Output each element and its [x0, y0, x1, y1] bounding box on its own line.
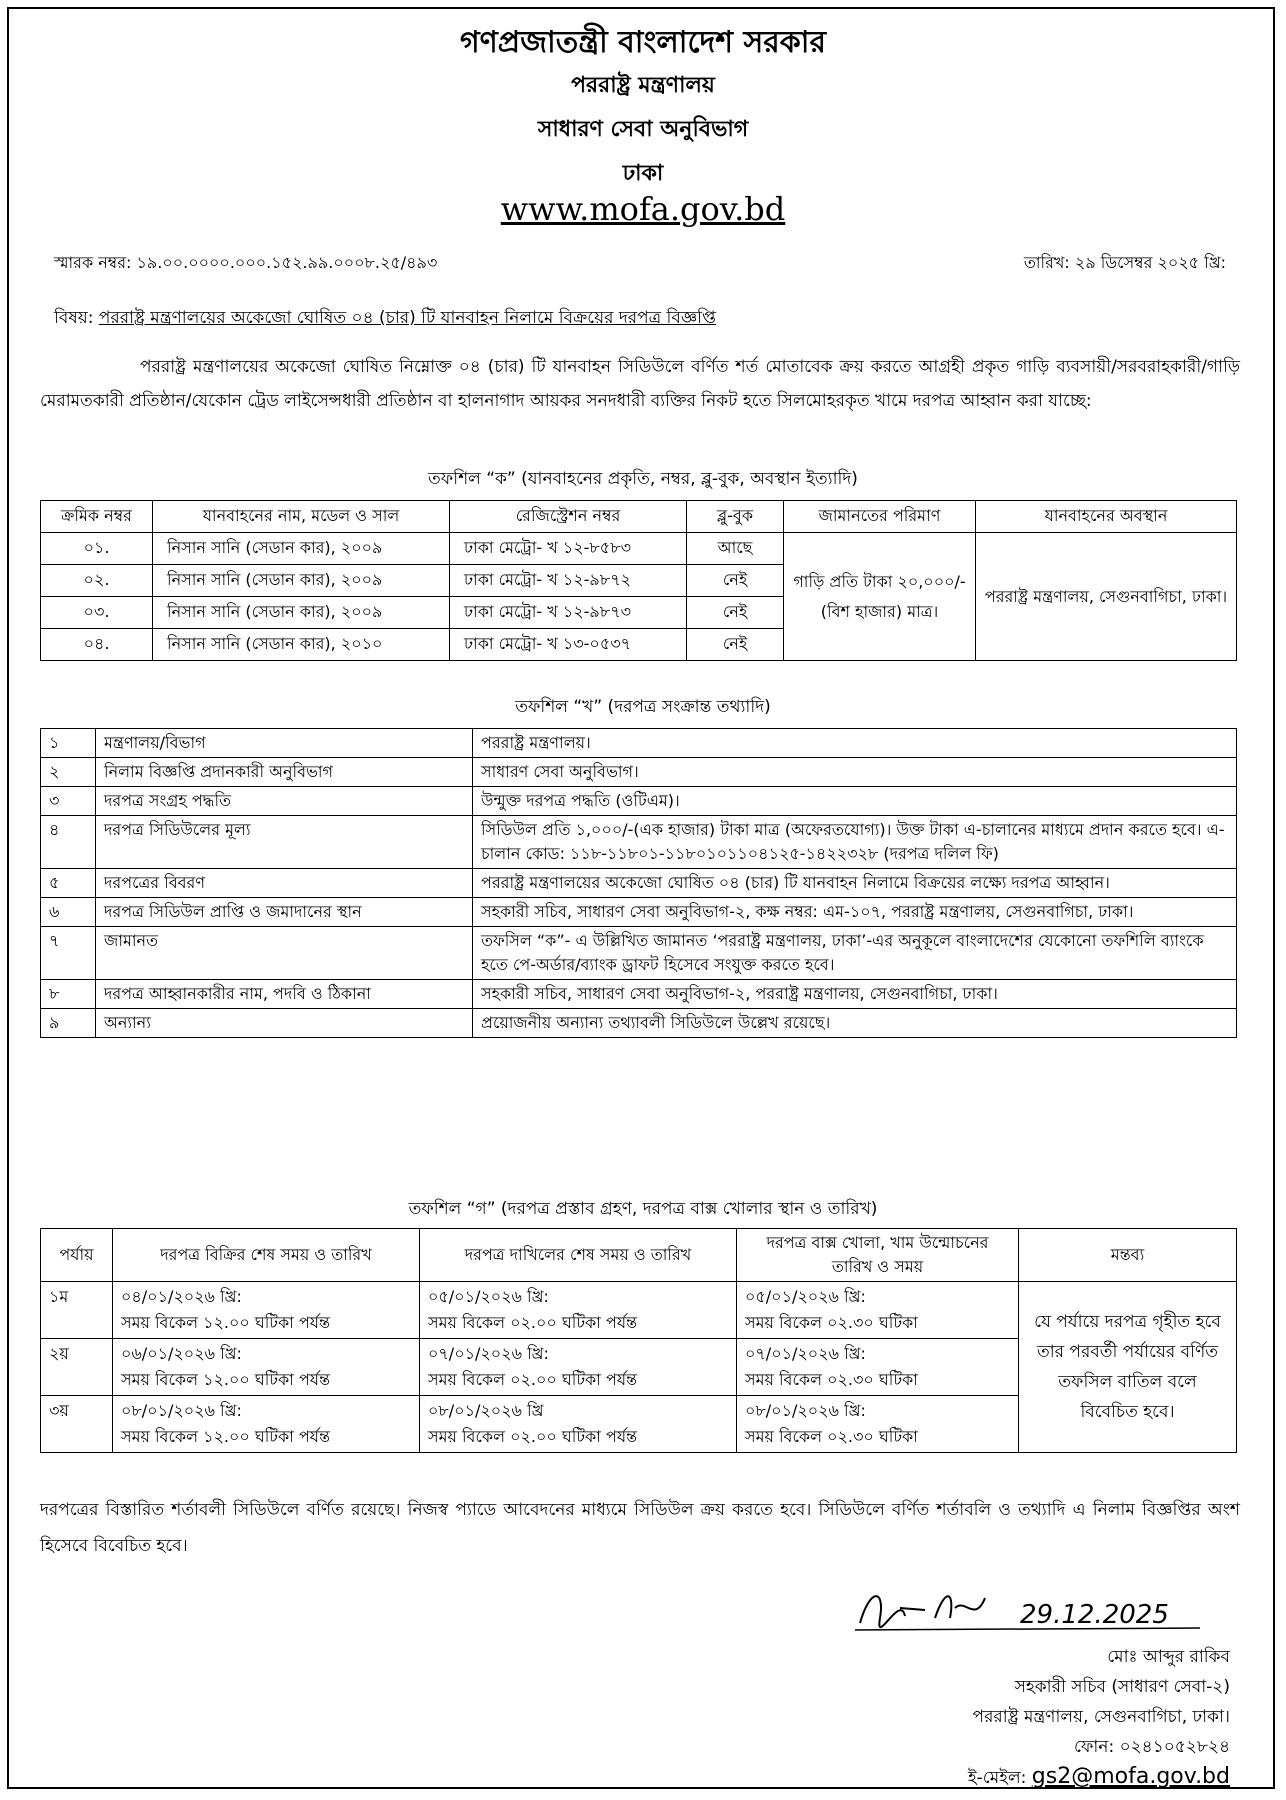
- date: ০৭/০১/২০২৬ খ্রি:: [428, 1344, 549, 1363]
- time: সময় বিকেল ০২.০০ ঘটিকা পর্যন্ত: [428, 1427, 638, 1446]
- item-value: তফসিল “ক”- এ উল্লিখিত জামানত ‘পররাষ্ট্র মন্ত্রণালয়, ঢাকা’-এর অনুকূলে বাংলাদেশের যেকোনো তফশিলি ব্যাংকে হতে পে-অর্ডার/ব্যাংক ড্রাফট হিসেবে সংযুক্ত করতে হবে।: [473, 927, 1237, 980]
- bluebook-cell: নেই: [687, 565, 784, 597]
- tender-info-table: [40, 728, 1237, 1038]
- phase-cell: ৩য়: [41, 1396, 113, 1453]
- col-header: দরপত্র বিক্রির শেষ সময় ও তারিখ: [113, 1229, 420, 1282]
- col-header: যানবাহনের অবস্থান: [976, 501, 1237, 533]
- division-title: সাধারণ সেবা অনুবিভাগ: [537, 117, 749, 142]
- item-label: দরপত্র আহ্বানকারীর নাম, পদবি ও ঠিকানা: [96, 980, 473, 1009]
- vehicle-table: [40, 500, 1237, 661]
- time: সময় বিকেল ১২.০০ ঘটিকা পর্যন্ত: [121, 1370, 331, 1389]
- phase-cell: ১ম: [41, 1282, 113, 1339]
- col-header: ক্রমিক নম্বর: [41, 501, 153, 533]
- item-number: ২: [41, 758, 96, 787]
- opening-cell: [737, 1282, 1019, 1339]
- col-header: জামানতের পরিমাণ: [784, 501, 976, 533]
- item-number: ৪: [41, 816, 96, 869]
- signer-email-row: [800, 1762, 1230, 1793]
- registration-cell: ঢাকা মেট্রো- খ ১২-৯৮৭৩: [450, 597, 687, 629]
- signer-name: মোঃ আব্দুর রাকিব: [1107, 1647, 1230, 1667]
- item-number: ৬: [41, 898, 96, 927]
- table-row: [41, 1009, 1237, 1038]
- vehicle-cell: নিসান সানি (সেডান কার), ২০১০: [153, 629, 450, 661]
- memo-number: স্মারক নম্বর: ১৯.০০.০০০০.০০০.১৫২.৯৯.০০০৮.২৫/৪৯৩: [54, 253, 438, 272]
- remark-cell: যে পর্যায়ে দরপত্র গৃহীত হবে তার পরবর্তী পর্যায়ের বর্ণিত তফসিল বাতিল বলে বিবেচিত হবে।: [1019, 1282, 1237, 1453]
- table-row: [41, 787, 1237, 816]
- item-number: ৮: [41, 980, 96, 1009]
- sale-deadline-cell: [113, 1282, 420, 1339]
- signer-designation: সহকারী সচিব (সাধারণ সেবা-২): [1014, 1677, 1230, 1697]
- table-row: [41, 729, 1237, 758]
- serial-cell: ০৪.: [41, 629, 153, 661]
- time: সময় বিকেল ০২.০০ ঘটিকা পর্যন্ত: [428, 1370, 638, 1389]
- email-link[interactable]: gs2@mofa.gov.bd: [1031, 1764, 1230, 1789]
- item-label: দরপত্র সংগ্রহ পদ্ধতি: [96, 787, 473, 816]
- item-label: জামানত: [96, 927, 473, 980]
- subject-label: বিষয়:: [54, 308, 94, 328]
- submit-deadline-cell: [420, 1282, 737, 1339]
- signature-date: 29.12.2025: [1020, 1600, 1169, 1630]
- date: ০৫/০১/২০২৬ খ্রি:: [428, 1287, 549, 1306]
- table-row: [41, 1282, 1237, 1339]
- item-number: ৯: [41, 1009, 96, 1038]
- phase-cell: ২য়: [41, 1339, 113, 1396]
- table-a-caption: তফশিল “ক” (যানবাহনের প্রকৃতি, নম্বর, ব্লু-বুক, অবস্থান ইত্যাদি): [428, 469, 858, 489]
- table-row: [41, 758, 1237, 787]
- date: ০৮/০১/২০২৬ খ্রি:: [745, 1401, 866, 1420]
- subject-text: পররাষ্ট্র মন্ত্রণালয়ের অকেজো ঘোষিত ০৪ (চার) টি যানবাহন নিলামে বিক্রয়ের দরপত্র বিজ্ঞপ্তি: [98, 308, 716, 328]
- item-label: নিলাম বিজ্ঞপ্তি প্রদানকারী অনুবিভাগ: [96, 758, 473, 787]
- table-row: [41, 533, 1237, 565]
- opening-cell: [737, 1396, 1019, 1453]
- table-b-caption: তফশিল “খ” (দরপত্র সংক্রান্ত তথ্যাদি): [515, 697, 771, 717]
- intro-paragraph: [40, 350, 1240, 418]
- signer-phone: ফোন: ০২৪১০৫২৮২৪: [1074, 1737, 1230, 1757]
- table-row: [41, 898, 1237, 927]
- item-label: দরপত্রের বিবরণ: [96, 869, 473, 898]
- time: সময় বিকেল ০২.৩০ ঘটিকা: [745, 1427, 918, 1446]
- submit-deadline-cell: [420, 1339, 737, 1396]
- registration-cell: ঢাকা মেট্রো- খ ১২-৮৫৮৩: [450, 533, 687, 565]
- item-value: পররাষ্ট্র মন্ত্রণালয়ের অকেজো ঘোষিত ০৪ (চার) টি যানবাহন নিলামে বিক্রয়ের লক্ষ্যে দরপত্র আহ্বান।: [473, 869, 1237, 898]
- table-header-row: [41, 1229, 1237, 1282]
- col-header: মন্তব্য: [1019, 1229, 1237, 1282]
- bluebook-cell: আছে: [687, 533, 784, 565]
- item-number: ৩: [41, 787, 96, 816]
- vehicle-cell: নিসান সানি (সেডান কার), ২০০৯: [153, 533, 450, 565]
- item-label: অন্যান্য: [96, 1009, 473, 1038]
- deposit-cell: গাড়ি প্রতি টাকা ২০,০০০/-(বিশ হাজার) মাত্র।: [784, 533, 976, 661]
- serial-cell: ০১.: [41, 533, 153, 565]
- date: ০৮/০১/২০২৬ খ্রি:: [121, 1401, 242, 1420]
- item-value: উন্মুক্ত দরপত্র পদ্ধতি (ওটিএম)।: [473, 787, 1237, 816]
- col-header: ব্লু-বুক: [687, 501, 784, 533]
- footer-note: দরপত্রের বিস্তারিত শর্তাবলী সিডিউলে বর্ণিত রয়েছে। নিজস্ব প্যাডে আবেদনের মাধ্যমে সিডিউল ক্রয় করতে হবে। সিডিউলে বর্ণিত শর্তাবলি ও তথ্যাদি এ নিলাম বিজ্ঞপ্তির অংশ হিসেবে বিবেচিত হবে।: [40, 1500, 1240, 1556]
- col-header: দরপত্র বাক্স খোলা, খাম উন্মোচনের তারিখ ও সময়: [737, 1229, 1019, 1282]
- item-value: সাধারণ সেবা অনুবিভাগ।: [473, 758, 1237, 787]
- time: সময় বিকেল ০২.৩০ ঘটিকা: [745, 1370, 918, 1389]
- table-header-row: [41, 501, 1237, 533]
- serial-cell: ০৩.: [41, 597, 153, 629]
- city-title: ঢাকা: [622, 161, 664, 186]
- table-row: [41, 927, 1237, 980]
- col-header: পর্যায়: [41, 1229, 113, 1282]
- memo-date: তারিখ: ২৯ ডিসেম্বর ২০২৫ খ্রি:: [1023, 253, 1226, 272]
- col-header: দরপত্র দাখিলের শেষ সময় ও তারিখ: [420, 1229, 737, 1282]
- item-number: ৭: [41, 927, 96, 980]
- signer-office: পররাষ্ট্র মন্ত্রণালয়, সেগুনবাগিচা, ঢাকা।: [972, 1707, 1230, 1727]
- item-label: মন্ত্রণালয়/বিভাগ: [96, 729, 473, 758]
- date: ০৪/০১/২০২৬ খ্রি:: [121, 1287, 242, 1306]
- item-label: দরপত্র সিডিউলের মূল্য: [96, 816, 473, 869]
- bluebook-cell: নেই: [687, 597, 784, 629]
- vehicle-cell: নিসান সানি (সেডান কার), ২০০৯: [153, 565, 450, 597]
- vehicle-cell: নিসান সানি (সেডান কার), ২০০৯: [153, 597, 450, 629]
- item-value: প্রয়োজনীয় অন্যান্য তথ্যাবলী সিডিউলে উল্লেখ রয়েছে।: [473, 1009, 1237, 1038]
- date: ০৫/০১/২০২৬ খ্রি:: [745, 1287, 866, 1306]
- date: ০৭/০১/২০২৬ খ্রি:: [745, 1344, 866, 1363]
- ministry-title: পররাষ্ট্র মন্ত্রণালয়: [571, 73, 715, 98]
- item-value: সহকারী সচিব, সাধারণ সেবা অনুবিভাগ-২, কক্ষ নম্বর: এম-১০৭, পররাষ্ট্র মন্ত্রণালয়, সেগুনবাগিচা, ঢাকা।: [473, 898, 1237, 927]
- registration-cell: ঢাকা মেট্রো- খ ১৩-০৫৩৭: [450, 629, 687, 661]
- registration-cell: ঢাকা মেট্রো- খ ১২-৯৮৭২: [450, 565, 687, 597]
- item-value: সহকারী সচিব, সাধারণ সেবা অনুবিভাগ-২, পররাষ্ট্র মন্ত্রণালয়, সেগুনবাগিচা, ঢাকা।: [473, 980, 1237, 1009]
- email-label: ই-মেইল:: [967, 1768, 1027, 1788]
- time: সময় বিকেল ১২.০০ ঘটিকা পর্যন্ত: [121, 1313, 331, 1332]
- serial-cell: ০২.: [41, 565, 153, 597]
- time: সময় বিকেল ০২.০০ ঘটিকা পর্যন্ত: [428, 1313, 638, 1332]
- location-cell: পররাষ্ট্র মন্ত্রণালয়, সেগুনবাগিচা, ঢাকা।: [976, 533, 1237, 661]
- table-c-caption: তফশিল “গ” (দরপত্র প্রস্তাব গ্রহণ, দরপত্র বাক্স খোলার স্থান ও তারিখ): [408, 1199, 878, 1219]
- item-number: ৫: [41, 869, 96, 898]
- item-number: ১: [41, 729, 96, 758]
- signature-block: [800, 1642, 1230, 1793]
- schedule-table: [40, 1228, 1237, 1453]
- table-row: [41, 869, 1237, 898]
- time: সময় বিকেল ০২.৩০ ঘটিকা: [745, 1313, 918, 1332]
- date: ০৮/০১/২০২৬ খ্রি: [428, 1401, 544, 1420]
- sale-deadline-cell: [113, 1339, 420, 1396]
- website-link[interactable]: www.mofa.gov.bd: [500, 190, 786, 228]
- time: সময় বিকেল ১২.০০ ঘটিকা পর্যন্ত: [121, 1427, 331, 1446]
- item-label: দরপত্র সিডিউল প্রাপ্তি ও জমাদানের স্থান: [96, 898, 473, 927]
- item-value: সিডিউল প্রতি ১,০০০/-(এক হাজার) টাকা মাত্র (অফেরতযোগ্য)। উক্ত টাকা এ-চালানের মাধ্যমে প্রদান করতে হবে। এ-চালান কোড: ১১৮-১১৮০১-১১৮০১০১১০৪১২৫-১৪২২৩২৮ (দরপত্র দলিল ফি): [473, 816, 1237, 869]
- govt-title: গণপ্রজাতন্ত্রী বাংলাদেশ সরকার: [460, 25, 826, 60]
- opening-cell: [737, 1339, 1019, 1396]
- col-header: যানবাহনের নাম, মডেল ও সাল: [153, 501, 450, 533]
- col-header: রেজিস্ট্রেশন নম্বর: [450, 501, 687, 533]
- date: ০৬/০১/২০২৬ খ্রি:: [121, 1344, 242, 1363]
- sale-deadline-cell: [113, 1396, 420, 1453]
- subject-line: [54, 305, 716, 333]
- bluebook-cell: নেই: [687, 629, 784, 661]
- table-row: [41, 980, 1237, 1009]
- website-link-wrap: [0, 190, 1286, 228]
- signature-icon: [850, 1578, 1210, 1638]
- item-value: পররাষ্ট্র মন্ত্রণালয়।: [473, 729, 1237, 758]
- table-row: [41, 816, 1237, 869]
- submit-deadline-cell: [420, 1396, 737, 1453]
- intro-text: পররাষ্ট্র মন্ত্রণালয়ের অকেজো ঘোষিত নিম্নোক্ত ০৪ (চার) টি যানবাহন সিডিউলে বর্ণিত শর্ত মোতাবেক ক্রয় করতে আগ্রহী প্রকৃত গাড়ি ব্যবসায়ী/সরবরাহকারী/গাড়ি মেরামতকারী প্রতিষ্ঠান/যেকোন ট্রেড লাইসেন্সধারী প্রতিষ্ঠান বা হালনাগাদ আয়কর সনদধারী ব্যক্তির নিকট হতে সিলমোহরকৃত খামে দরপত্র আহ্বান করা যাচ্ছে:: [40, 357, 1240, 411]
